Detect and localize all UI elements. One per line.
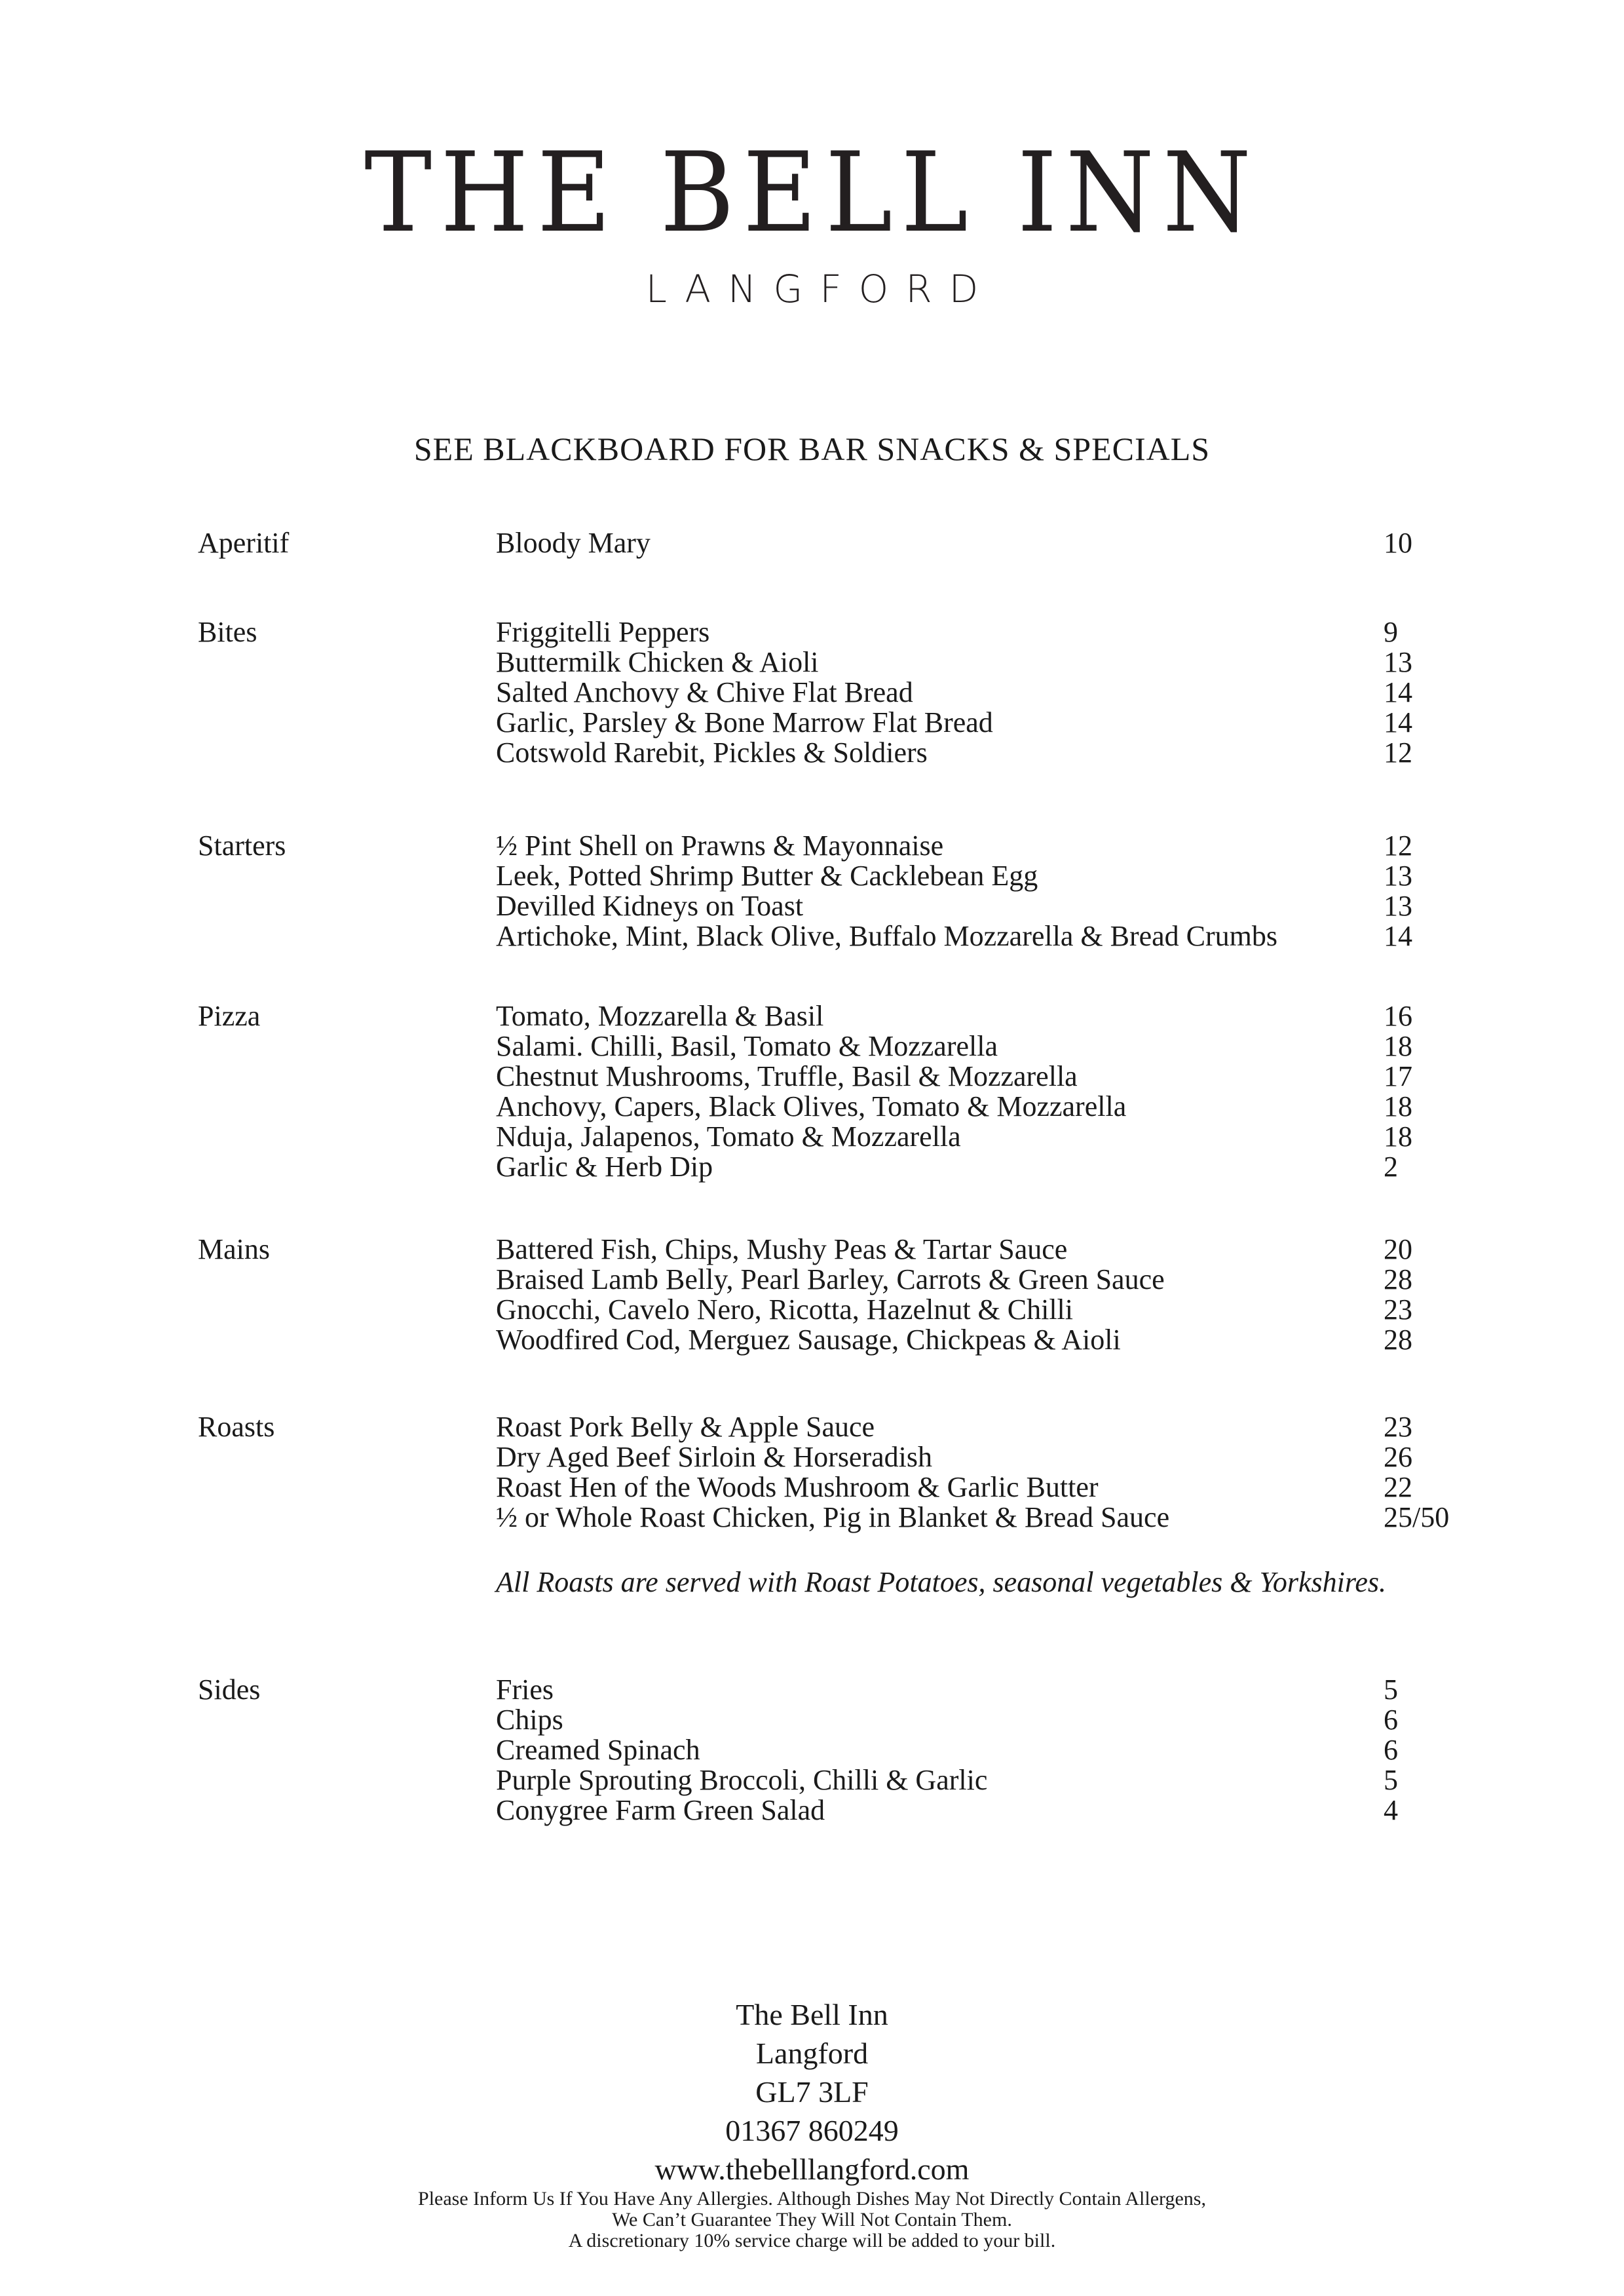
menu-item <box>496 1705 1544 1735</box>
item-price: 14 <box>1384 920 1412 952</box>
item-price: 26 <box>1384 1441 1412 1473</box>
item-price: 16 <box>1384 1000 1412 1032</box>
item-name: Fries <box>496 1674 554 1706</box>
menu-item <box>496 1442 1544 1472</box>
item-name: Garlic, Parsley & Bone Marrow Flat Bread <box>496 706 993 738</box>
item-price: 10 <box>1384 527 1412 559</box>
item-name: Creamed Spinach <box>496 1734 700 1766</box>
item-name: Braised Lamb Belly, Pearl Barley, Carrots & Green Sauce <box>496 1263 1165 1295</box>
menu-item <box>496 921 1544 951</box>
menu-item <box>496 1412 1544 1442</box>
item-name: Chips <box>496 1704 563 1736</box>
allergy-notice-line1: Please Inform Us If You Have Any Allergies. Although Dishes May Not Directly Contain Allergens, <box>418 2188 1206 2210</box>
item-price: 20 <box>1384 1233 1412 1265</box>
item-name: Friggitelli Peppers <box>496 616 710 648</box>
item-list <box>496 1001 1544 1182</box>
item-name: Salami. Chilli, Basil, Tomato & Mozzarella <box>496 1030 998 1062</box>
category-label: Mains <box>198 1233 270 1265</box>
item-price: 12 <box>1384 737 1412 769</box>
item-price: 23 <box>1384 1293 1412 1326</box>
item-price: 18 <box>1384 1090 1412 1122</box>
item-price: 17 <box>1384 1060 1412 1092</box>
menu-item <box>496 1325 1544 1355</box>
item-name: Nduja, Jalapenos, Tomato & Mozzarella <box>496 1120 961 1153</box>
menu-item <box>496 861 1544 891</box>
allergy-notice-line2: We Can’t Guarantee They Will Not Contain Them. <box>612 2209 1012 2230</box>
item-price: 13 <box>1384 646 1412 678</box>
category-label: Bites <box>198 616 257 648</box>
item-list <box>496 528 1544 558</box>
menu-item <box>496 647 1544 678</box>
item-price: 5 <box>1384 1674 1398 1706</box>
menu-item <box>496 1295 1544 1325</box>
menu-item <box>496 1031 1544 1062</box>
category-label: Starters <box>198 830 286 862</box>
item-name: Roast Hen of the Woods Mushroom & Garlic Butter <box>496 1471 1099 1503</box>
item-price: 14 <box>1384 706 1412 738</box>
menu-item <box>496 1472 1544 1502</box>
category-label: Aperitif <box>198 527 290 559</box>
menu-item <box>496 1062 1544 1092</box>
item-name: Roast Pork Belly & Apple Sauce <box>496 1411 875 1443</box>
item-price: 23 <box>1384 1411 1412 1443</box>
menu-item <box>496 1234 1544 1265</box>
item-price: 13 <box>1384 860 1412 892</box>
item-name: ½ or Whole Roast Chicken, Pig in Blanket & Bread Sauce <box>496 1501 1170 1533</box>
item-name: Salted Anchovy & Chive Flat Bread <box>496 676 913 708</box>
item-price: 6 <box>1384 1704 1398 1736</box>
footer-website-link[interactable]: www.thebelllangford.com <box>654 2152 970 2186</box>
item-name: Gnocchi, Cavelo Nero, Ricotta, Hazelnut & Chilli <box>496 1293 1074 1326</box>
menu-item <box>496 831 1544 861</box>
category-label: Roasts <box>198 1411 275 1443</box>
item-price: 4 <box>1384 1794 1398 1826</box>
item-name: Anchovy, Capers, Black Olives, Tomato & Mozzarella <box>496 1090 1127 1122</box>
restaurant-title: THE BELL INN <box>364 128 1260 257</box>
category-label: Sides <box>198 1674 261 1706</box>
footer-postcode: GL7 3LF <box>755 2075 869 2109</box>
menu-item <box>496 1092 1544 1122</box>
item-price: 12 <box>1384 830 1412 862</box>
menu-item <box>496 708 1544 738</box>
item-price: 28 <box>1384 1263 1412 1295</box>
item-price: 28 <box>1384 1324 1412 1356</box>
item-name: Conygree Farm Green Salad <box>496 1794 825 1826</box>
item-list <box>496 617 1544 768</box>
item-name: Artichoke, Mint, Black Olive, Buffalo Mozzarella & Bread Crumbs <box>496 920 1278 952</box>
menu-item <box>496 891 1544 921</box>
menu-item <box>496 528 1544 558</box>
service-charge-notice: A discretionary 10% service charge will be added to your bill. <box>568 2230 1056 2251</box>
item-name: Purple Sprouting Broccoli, Chilli & Garlic <box>496 1764 988 1796</box>
item-price: 14 <box>1384 676 1412 708</box>
menu-item <box>496 1001 1544 1031</box>
item-name: Devilled Kidneys on Toast <box>496 890 804 922</box>
footer <box>0 1995 1624 2251</box>
item-list <box>496 1675 1544 1826</box>
item-name: Cotswold Rarebit, Pickles & Soldiers <box>496 737 928 769</box>
menu-item <box>496 1265 1544 1295</box>
item-price: 22 <box>1384 1471 1412 1503</box>
menu-item <box>496 1675 1544 1705</box>
item-name: Buttermilk Chicken & Aioli <box>496 646 819 678</box>
menu-item <box>496 678 1544 708</box>
item-name: Tomato, Mozzarella & Basil <box>496 1000 824 1032</box>
menu-item <box>496 1122 1544 1152</box>
item-name: ½ Pint Shell on Prawns & Mayonnaise <box>496 830 944 862</box>
item-price: 2 <box>1384 1151 1398 1183</box>
item-price: 5 <box>1384 1764 1398 1796</box>
item-price: 18 <box>1384 1030 1412 1062</box>
item-name: Garlic & Herb Dip <box>496 1151 713 1183</box>
item-price: 13 <box>1384 890 1412 922</box>
footer-name: The Bell Inn <box>736 1998 888 2031</box>
footer-town: Langford <box>755 2037 869 2070</box>
menu-item <box>496 1735 1544 1765</box>
menu-item <box>496 1765 1544 1795</box>
menu-item <box>496 1502 1544 1533</box>
item-name: Bloody Mary <box>496 527 651 559</box>
roasts-note: All Roasts are served with Roast Potatoes, seasonal vegetables & Yorkshires. <box>496 1566 1387 1598</box>
menu-item <box>496 1152 1544 1182</box>
item-price: 18 <box>1384 1120 1412 1153</box>
item-list <box>496 1412 1544 1533</box>
menu-item <box>496 617 1544 647</box>
item-name: Woodfired Cod, Merguez Sausage, Chickpeas & Aioli <box>496 1324 1121 1356</box>
item-name: Battered Fish, Chips, Mushy Peas & Tartar Sauce <box>496 1233 1068 1265</box>
item-price: 9 <box>1384 616 1398 648</box>
item-price: 25/50 <box>1384 1501 1450 1533</box>
item-price: 6 <box>1384 1734 1398 1766</box>
item-name: Chestnut Mushrooms, Truffle, Basil & Mozzarella <box>496 1060 1078 1092</box>
menu-item <box>496 1795 1544 1826</box>
category-label: Pizza <box>198 1000 261 1032</box>
item-name: Leek, Potted Shrimp Butter & Cacklebean Egg <box>496 860 1038 892</box>
item-name: Dry Aged Beef Sirloin & Horseradish <box>496 1441 932 1473</box>
menu-item <box>496 738 1544 768</box>
item-list <box>496 1234 1544 1355</box>
restaurant-location: LANGFORD <box>645 267 996 311</box>
item-list <box>496 831 1544 951</box>
specials-banner: SEE BLACKBOARD FOR BAR SNACKS & SPECIALS <box>413 430 1211 467</box>
footer-phone: 01367 860249 <box>725 2114 899 2147</box>
